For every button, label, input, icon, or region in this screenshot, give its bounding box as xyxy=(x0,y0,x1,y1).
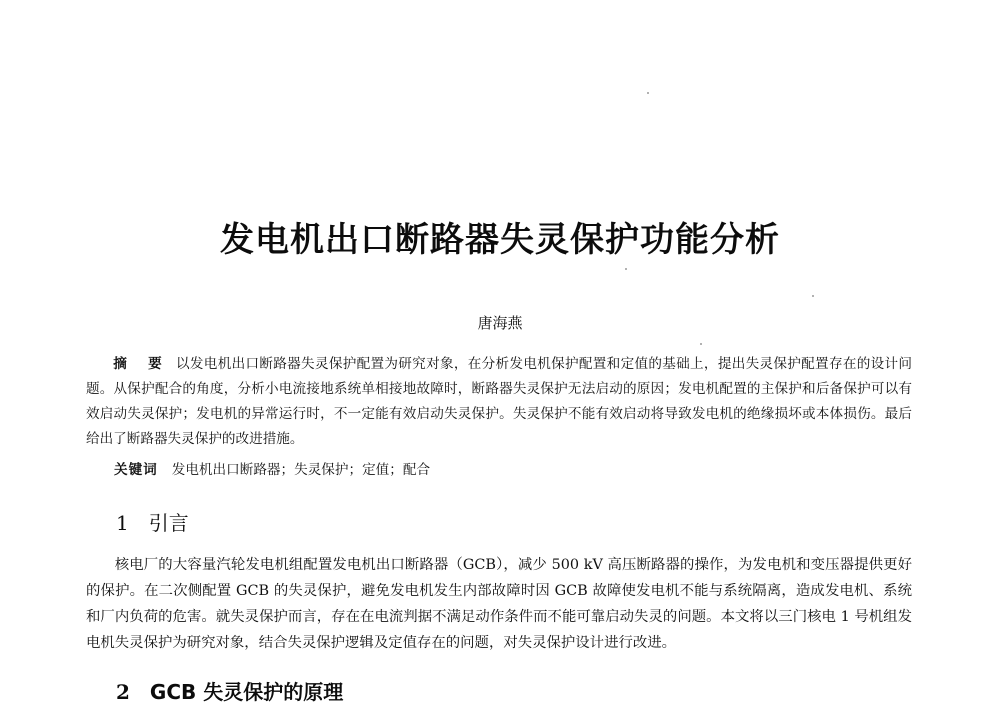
introduction-paragraph: 核电厂的大容量汽轮发电机组配置发电机出口断路器（GCB），减少 500 kV 高压断路器的操作，为发电机和变压器提供更好的保护。在二次侧配置 GCB 的失灵保护，避免发电机发生内部故障时因 GCB 故障使发电机不能与系统隔离，造成发电机、系统和厂内负荷的危害。就失灵保护而言，存在在电流判据不满足动作条件而不能可靠启动失灵的问题。本文将以三门核电 1 号机组发电机失灵保护为研究对象，结合失灵保护逻辑及定值存在的问题，对失灵保护设计进行改进。 xyxy=(86,557,912,651)
section-heading-principle xyxy=(116,676,343,705)
scan-speck xyxy=(647,92,649,94)
abstract-label: 摘 要 xyxy=(113,356,171,372)
keywords-text: 发电机出口断路器；失灵保护；定值；配合 xyxy=(171,462,431,478)
abstract-paragraph xyxy=(86,352,912,452)
section-number: 1 xyxy=(116,511,129,535)
paper-title: 发电机出口断路器失灵保护功能分析 xyxy=(220,220,780,260)
section-number: 2 xyxy=(116,680,130,704)
scan-speck xyxy=(812,295,814,297)
section-heading-introduction xyxy=(116,507,189,536)
paper-author: 唐海燕 xyxy=(477,314,523,332)
abstract-text: 以发电机出口断路器失灵保护配置为研究对象，在分析发电机保护配置和定值的基础上，提出失灵保护配置存在的设计问题。从保护配合的角度，分析小电流接地系统单相接地故障时，断路器失灵保护无法启动的原因；发电机配置的主保护和后备保护可以有效启动失灵保护；发电机的异常运行时，不一定能有效启动失灵保护。失灵保护不能有效启动将导致发电机的绝缘损坏或本体损伤。最后给出了断路器失灵保护的改进措施。 xyxy=(86,356,913,447)
scan-speck xyxy=(700,343,702,345)
section-title: GCB 失灵保护的原理 xyxy=(149,680,344,704)
scan-speck xyxy=(625,268,627,270)
section-title: 引言 xyxy=(148,511,189,535)
keywords-label: 关键词 xyxy=(114,462,158,478)
keywords-line xyxy=(114,458,914,483)
